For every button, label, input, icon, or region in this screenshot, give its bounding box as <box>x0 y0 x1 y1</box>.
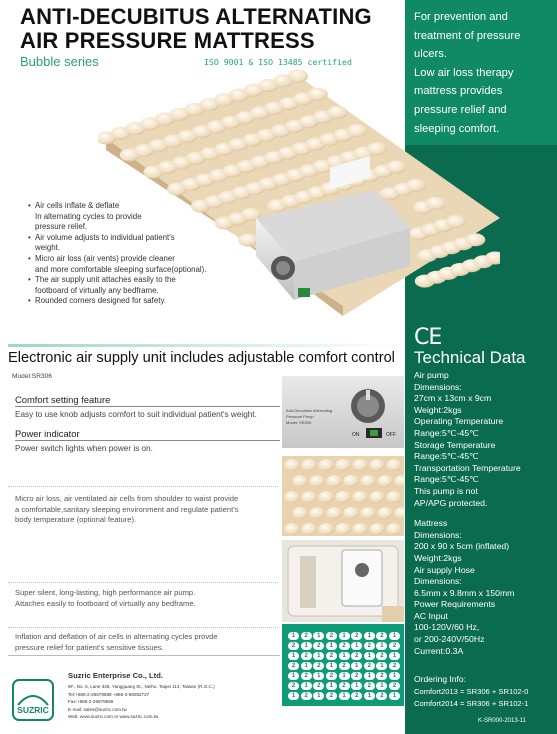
cell-number: 2 <box>351 652 362 660</box>
cell-number: 1 <box>288 672 299 680</box>
cell-number: 1 <box>376 662 387 670</box>
air-cell <box>302 491 317 503</box>
row-line: Attaches easily to footboard of virtually any bedframe. <box>15 598 196 608</box>
feature-item-cont: and more comfortable sleeping surface(optional). <box>35 264 207 274</box>
intro-line: ulcers. <box>414 48 447 61</box>
air-cell <box>370 459 385 471</box>
cell-number: 2 <box>301 692 312 700</box>
row-line: Micro air loss, air ventilated air cells from shoulder to waist provide <box>15 494 239 503</box>
feature-item-cont: footboard of virtually any bedframe. <box>35 285 159 295</box>
panel-label <box>286 408 332 426</box>
air-cell <box>353 491 368 503</box>
series-subtitle: Bubble series <box>20 54 99 69</box>
cell-number: 2 <box>376 672 387 680</box>
cell-number: 2 <box>288 642 299 650</box>
cell-number: 2 <box>351 692 362 700</box>
row-line: Super silent, long-lasting, high performance air pump. <box>15 588 196 597</box>
panel-label-line: Model: SR306 <box>286 420 312 425</box>
cell-rows <box>288 632 400 702</box>
cell-number: 1 <box>288 692 299 700</box>
intro-line: mattress provides <box>414 85 503 98</box>
address-line: E-mail: sales@suzric.com.tw <box>68 706 127 712</box>
cell-number: 2 <box>313 662 324 670</box>
pump-spec-line: Air pump <box>414 370 449 380</box>
intro-line: Low air loss therapy <box>414 66 514 79</box>
air-cell <box>378 475 393 487</box>
air-cell <box>406 179 426 192</box>
feature-item: • The air supply unit attaches easily to the <box>28 275 278 286</box>
document-code: K-SR000-2013-11 <box>478 718 526 724</box>
cell-number: 1 <box>351 682 362 690</box>
cell-number: 2 <box>339 682 350 690</box>
address-line: Web: www.suzric.com or www.suzric.com.tw <box>68 714 159 719</box>
cell-number: 1 <box>364 632 375 640</box>
air-cell <box>387 459 402 471</box>
air-cell <box>285 491 300 503</box>
cell-number: 1 <box>313 692 324 700</box>
air-cell <box>288 70 308 83</box>
row-line: a comfortable,sanitary sleeping environment and regulate patient's <box>15 504 239 514</box>
cell-number: 2 <box>326 672 337 680</box>
ordering-line: Comfort2014 = SR306 + SR102-1 <box>414 699 529 708</box>
cell-row <box>288 692 400 702</box>
air-cell <box>361 475 376 487</box>
row-line: body temperature (optional feature). <box>15 515 137 524</box>
cell-number: 2 <box>301 672 312 680</box>
pump-spec-line: This pump is not <box>414 485 478 496</box>
cell-number: 1 <box>389 652 400 660</box>
cell-number: 1 <box>351 642 362 650</box>
cell-number: 2 <box>389 662 400 670</box>
cell-number: 2 <box>364 662 375 670</box>
air-cell <box>319 459 334 471</box>
feature-item-cont: In alternating cycles to provide <box>35 211 142 221</box>
cell-number: 1 <box>301 682 312 690</box>
air-cell <box>353 523 368 535</box>
row-text <box>15 588 277 609</box>
dotted-rule <box>8 486 278 488</box>
section-title: Electronic air supply unit includes adjustable comfort control <box>8 350 395 366</box>
cell-number: 2 <box>301 632 312 640</box>
address-line: Fax:+886-2-26579566 <box>68 699 114 704</box>
vented-cells-image <box>282 456 404 536</box>
row-text <box>15 494 277 526</box>
pump-spec-line: AP/APG protected. <box>414 497 488 508</box>
panel-label-line: Anti-Decubitus Alternating <box>286 408 333 413</box>
air-cell <box>308 88 328 101</box>
cell-number: 2 <box>389 682 400 690</box>
cell-number: 1 <box>376 682 387 690</box>
mattress-spec-line: AC Input <box>414 610 448 621</box>
air-cell <box>285 523 300 535</box>
cell-number: 2 <box>376 632 387 640</box>
suzric-logo <box>12 679 54 721</box>
cell-number: 2 <box>313 682 324 690</box>
air-cell <box>310 475 325 487</box>
pump-spec-line: Weight:2kgs <box>414 404 462 415</box>
feature-text: Power switch lights when power is on. <box>15 444 153 453</box>
mattress-spec-line: Dimensions: <box>414 529 462 540</box>
power-off-label: OFF <box>386 432 396 438</box>
air-cell <box>426 197 446 210</box>
alternating-cells-diagram <box>282 624 404 706</box>
row-text <box>15 632 277 653</box>
cell-number: 1 <box>376 642 387 650</box>
mattress-spec-line: or 200-240V/50Hz <box>414 634 485 645</box>
air-cell <box>319 491 334 503</box>
address-line: 6F., No. 5, Lane 345, Yangguang St., Neihu, Taipei 114, Taiwan (R.O.C.) <box>68 684 215 689</box>
cell-number: 2 <box>364 682 375 690</box>
air-cell <box>336 459 351 471</box>
feature-text: Easy to use knob adjusts comfort to suit individual patient's weight. <box>15 410 257 419</box>
air-cell <box>285 459 300 471</box>
cell-number: 1 <box>301 662 312 670</box>
intro-line: For prevention and <box>414 11 508 23</box>
cell-row <box>288 682 400 692</box>
control-panel-image <box>282 376 404 448</box>
cell-number: 2 <box>288 682 299 690</box>
cell-number: 1 <box>389 692 400 700</box>
ordering-line: Comfort2013 = SR306 + SR102-0 <box>414 686 529 696</box>
intro-line: sleeping comfort. <box>414 122 500 135</box>
mattress-spec-line: Dimensions: <box>414 576 462 587</box>
ordering-info <box>414 673 528 711</box>
page-title-line2: AIR PRESSURE MATTRESS <box>20 28 315 53</box>
air-cell <box>344 507 359 519</box>
cell-number: 2 <box>326 652 337 660</box>
feature-heading: Power indicator <box>15 428 80 439</box>
cell-number: 2 <box>339 662 350 670</box>
pump-spec-line: Dimensions: <box>414 381 462 392</box>
page-title-line1: ANTI-DECUBITUS ALTERNATING <box>20 4 372 29</box>
air-cell <box>387 523 402 535</box>
mattress-spec-line: 200 x 90 x 5cm (inflated) <box>414 541 510 552</box>
cell-number: 1 <box>313 652 324 660</box>
mattress-spec-line: Current:0.3A <box>414 645 464 656</box>
air-cell <box>361 507 376 519</box>
ce-mark-icon: CE <box>414 325 442 350</box>
air-cell <box>302 459 317 471</box>
cell-number: 1 <box>339 672 350 680</box>
cell-row <box>288 662 400 672</box>
cell-number: 1 <box>389 632 400 640</box>
cell-number: 1 <box>326 682 337 690</box>
cell-number: 1 <box>364 672 375 680</box>
cell-number: 2 <box>301 652 312 660</box>
air-cell <box>293 507 308 519</box>
air-cell <box>446 215 466 228</box>
technical-data-title: Technical Data <box>414 348 526 367</box>
cell-number: 2 <box>351 672 362 680</box>
air-cell <box>353 459 368 471</box>
mattress-spec-line: 100-120V/60 Hz, <box>414 622 480 633</box>
footer-rule <box>8 655 280 656</box>
logo-text: SUZRIC <box>17 705 49 715</box>
air-cell <box>302 523 317 535</box>
intro-line: pressure relief and <box>414 103 507 116</box>
air-cell <box>293 475 308 487</box>
feature-rule <box>15 406 280 407</box>
mattress-spec-line: Weight:2kgs <box>414 552 462 563</box>
air-cell <box>387 491 402 503</box>
company-address <box>68 683 215 721</box>
air-cell <box>347 124 367 137</box>
cell-number: 1 <box>364 652 375 660</box>
cell-row <box>288 642 400 652</box>
air-cell <box>367 142 387 155</box>
pump-spec-line: Range:5℃-45℃ <box>414 427 479 438</box>
pump-spec-line: 27cm x 13cm x 9cm <box>414 393 492 404</box>
pump-spec-line: Range:5℃-45℃ <box>414 474 479 485</box>
cell-number: 1 <box>339 692 350 700</box>
cell-number: 1 <box>339 652 350 660</box>
row-line: pressure relief for patient's sensitive tissues. <box>15 642 164 652</box>
address-line: Tel:+886-2-26579588 +886-2-86082727 <box>68 691 150 697</box>
air-cell <box>378 507 393 519</box>
pump-spec-line: Operating Temperature <box>414 416 504 427</box>
cell-number: 1 <box>288 652 299 660</box>
cell-number: 1 <box>351 662 362 670</box>
section-divider <box>8 344 402 347</box>
air-cell <box>310 507 325 519</box>
technical-data-list <box>414 370 554 657</box>
feature-item: • Air volume adjusts to individual patient's <box>28 233 278 244</box>
cell-number: 2 <box>313 642 324 650</box>
cell-number: 2 <box>326 692 337 700</box>
dotted-rule <box>8 582 278 584</box>
cell-number: 1 <box>326 662 337 670</box>
feature-item-cont: weight. <box>35 243 61 253</box>
ordering-heading: Ordering Info: <box>414 674 466 684</box>
product-feature-list <box>28 201 278 307</box>
cell-number: 2 <box>389 642 400 650</box>
cell-number: 2 <box>339 642 350 650</box>
company-name: Suzric Enterprise Co., Ltd. <box>68 671 163 680</box>
cell-number: 2 <box>288 662 299 670</box>
model-label: Model:SR306 <box>12 373 52 380</box>
cell-number: 2 <box>326 632 337 640</box>
cell-number: 1 <box>364 692 375 700</box>
cell-number: 1 <box>389 672 400 680</box>
feature-item: • Rounded corners designed for safety. <box>28 296 278 307</box>
cell-number: 2 <box>376 652 387 660</box>
cell-row <box>288 672 400 682</box>
intro-line: treatment of pressure <box>414 29 521 42</box>
cell-row <box>288 632 400 642</box>
air-cell <box>336 491 351 503</box>
air-cell <box>319 523 334 535</box>
air-cell <box>327 106 347 119</box>
cell-number: 1 <box>313 672 324 680</box>
cell-number: 1 <box>288 632 299 640</box>
pump-spec-line: Range:5℃-45℃ <box>414 451 479 462</box>
air-cell <box>465 233 485 246</box>
feature-item: • Micro air loss (air vents) provide cleaner <box>28 254 278 265</box>
cell-number: 2 <box>351 632 362 640</box>
air-cell <box>327 475 342 487</box>
mattress-spec-line: Air supply Hose <box>414 564 475 575</box>
air-cell <box>327 507 342 519</box>
mattress-spec-line: Power Requirements <box>414 599 496 610</box>
dotted-rule <box>8 627 278 629</box>
cell-number: 1 <box>326 642 337 650</box>
air-cell <box>387 161 407 174</box>
pump-spec-line: Storage Temperature <box>414 439 496 450</box>
pump-on-bedframe-image <box>282 540 404 622</box>
feature-heading: Comfort setting feature <box>15 394 111 405</box>
spacer <box>414 509 554 518</box>
air-cell <box>336 523 351 535</box>
feature-item-cont: pressure relief. <box>35 222 88 232</box>
air-cell <box>344 475 359 487</box>
cell-number: 1 <box>301 642 312 650</box>
air-cell <box>370 491 385 503</box>
cell-number: 1 <box>339 632 350 640</box>
cell-number: 1 <box>313 632 324 640</box>
feature-item: • Air cells inflate & deflate <box>28 201 278 212</box>
cell-row <box>288 652 400 662</box>
row-line: Inflation and deflation of air cells in alternating cycles provde <box>15 632 218 641</box>
cell-number: 2 <box>376 692 387 700</box>
mattress-spec-line: Mattress <box>414 518 448 529</box>
mattress-spec-line: 6.5mm x 9.8mm x 150mm <box>414 587 515 598</box>
cell-number: 2 <box>364 642 375 650</box>
air-cell <box>370 523 385 535</box>
feature-rule <box>15 440 280 441</box>
iso-certification: ISO 9001 & ISO 13485 certified <box>204 57 352 67</box>
pump-spec-line: Transportation Temperature <box>414 462 521 473</box>
panel-label-line: Pressure Pump <box>286 414 314 419</box>
power-on-label: ON <box>352 432 360 438</box>
